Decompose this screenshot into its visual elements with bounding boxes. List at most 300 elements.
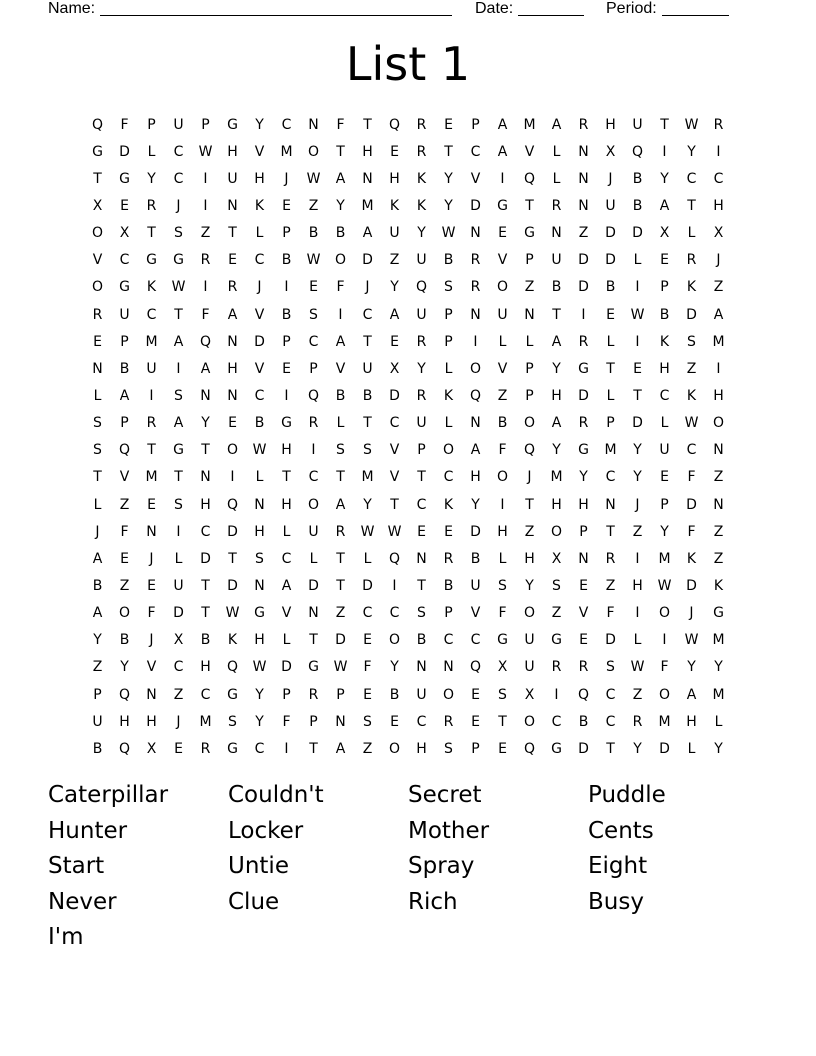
grid-letter: O (550, 523, 563, 540)
grid-letter: G (92, 143, 103, 160)
grid-letter: E (471, 713, 480, 730)
grid-letter: S (93, 442, 102, 459)
grid-letter: V (335, 360, 346, 377)
grid-letter: C (686, 170, 697, 187)
grid-letter: T (336, 143, 345, 160)
grid-letter: E (579, 577, 588, 594)
grid-letter: W (630, 659, 645, 676)
grid-letter: Z (389, 252, 400, 269)
grid-letter: T (660, 116, 669, 133)
grid-letter: F (120, 116, 129, 133)
grid-letter: V (578, 605, 589, 622)
grid-letter: G (551, 740, 562, 757)
grid-letter: Y (255, 686, 264, 703)
grid-letter: N (605, 496, 616, 513)
grid-letter: L (660, 415, 669, 432)
grid-letter: N (470, 415, 481, 432)
grid-letter: N (443, 659, 454, 676)
grid-letter: R (443, 713, 454, 730)
grid-letter: Q (415, 279, 428, 296)
grid-letter: J (635, 496, 640, 513)
grid-letter: Z (362, 740, 373, 757)
grid-letter: O (523, 605, 536, 622)
grid-letter: L (147, 143, 156, 160)
grid-letter: K (686, 550, 697, 567)
grid-letter: G (281, 415, 292, 432)
grid-letter: X (497, 659, 508, 676)
grid-letter: F (498, 605, 507, 622)
word-list-item: Couldn't (228, 782, 324, 808)
grid-letter: C (308, 333, 319, 350)
grid-letter: D (605, 225, 616, 242)
word-list-item: Spray (408, 853, 475, 880)
grid-letter: Z (335, 605, 346, 622)
grid-letter: B (281, 306, 292, 323)
grid-letter: Q (388, 116, 401, 133)
grid-letter: Q (388, 550, 401, 567)
grid-letter: T (147, 225, 156, 242)
grid-letter: T (390, 496, 399, 513)
grid-letter: H (497, 523, 508, 540)
grid-letter: O (523, 415, 536, 432)
grid-letter: X (119, 225, 130, 242)
grid-letter: R (443, 550, 454, 567)
grid-letter: V (389, 469, 400, 486)
grid-letter: K (146, 279, 157, 296)
grid-letter: G (497, 197, 508, 214)
grid-letter: P (417, 442, 426, 459)
grid-letter: R (578, 116, 589, 133)
grid-letter: Q (469, 387, 482, 404)
grid-letter: H (281, 442, 292, 459)
grid-letter: U (416, 415, 427, 432)
grid-letter: I (338, 306, 343, 323)
word-list-item: Puddle (588, 782, 666, 808)
grid-letter: B (281, 252, 292, 269)
grid-letter: D (227, 523, 238, 540)
grid-letter: R (578, 659, 589, 676)
grid-letter: P (120, 333, 129, 350)
grid-letter: S (444, 740, 453, 757)
grid-letter: E (228, 252, 237, 269)
grid-letter: I (662, 143, 667, 160)
grid-letter: I (500, 496, 505, 513)
grid-letter: S (93, 415, 102, 432)
grid-letter: Y (525, 577, 534, 594)
grid-letter: T (444, 143, 453, 160)
grid-letter: K (659, 333, 670, 350)
grid-letter: Z (308, 197, 319, 214)
grid-letter: D (578, 279, 589, 296)
grid-letter: G (578, 442, 589, 459)
grid-letter: R (416, 333, 427, 350)
grid-letter: N (578, 143, 589, 160)
word-list-item: Locker (228, 817, 304, 844)
grid-letter: Z (713, 279, 724, 296)
grid-letter: A (92, 550, 103, 567)
grid-letter: X (92, 197, 103, 214)
grid-letter: K (227, 632, 238, 649)
grid-letter: D (686, 306, 697, 323)
grid-letter: Y (255, 116, 264, 133)
grid-letter: B (362, 387, 373, 404)
grid-letter: R (146, 415, 157, 432)
grid-letter: T (363, 415, 372, 432)
grid-letter: A (119, 387, 130, 404)
grid-letter: D (362, 577, 373, 594)
grid-letter: M (361, 197, 374, 214)
grid-letter: C (389, 415, 400, 432)
grid-letter: V (524, 143, 535, 160)
grid-letter: E (309, 279, 318, 296)
grid-letter: U (632, 116, 643, 133)
grid-letter: E (444, 523, 453, 540)
grid-letter: F (498, 442, 507, 459)
grid-letter: P (309, 360, 318, 377)
grid-letter: T (633, 387, 642, 404)
grid-letter: Y (633, 442, 642, 459)
grid-letter: L (552, 143, 561, 160)
grid-letter: J (149, 632, 154, 649)
grid-letter: X (173, 632, 184, 649)
grid-letter: J (716, 252, 721, 269)
grid-letter: C (686, 442, 697, 459)
grid-letter: N (308, 116, 319, 133)
grid-letter: R (227, 279, 238, 296)
grid-letter: Q (91, 116, 104, 133)
grid-letter: P (579, 523, 588, 540)
grid-letter: B (443, 577, 454, 594)
grid-letter: P (525, 360, 534, 377)
grid-letter: C (416, 496, 427, 513)
grid-letter: G (551, 632, 562, 649)
grid-letter: E (471, 686, 480, 703)
grid-letter: O (307, 143, 320, 160)
grid-letter: A (659, 197, 670, 214)
grid-letter: N (362, 170, 373, 187)
grid-letter: I (311, 442, 316, 459)
grid-letter: S (336, 442, 345, 459)
name-field[interactable] (48, 0, 452, 18)
grid-letter: M (712, 333, 725, 350)
grid-letter: Q (226, 659, 239, 676)
grid-letter: W (441, 225, 456, 242)
grid-letter: A (173, 415, 184, 432)
grid-letter: I (284, 279, 289, 296)
grid-letter: I (284, 387, 289, 404)
grid-letter: P (120, 415, 129, 432)
grid-letter: S (174, 496, 183, 513)
grid-letter: I (500, 170, 505, 187)
grid-letter: D (308, 577, 319, 594)
grid-letter: Y (201, 415, 210, 432)
grid-letter: C (281, 116, 292, 133)
date-field[interactable] (475, 0, 584, 18)
grid-letter: P (309, 713, 318, 730)
grid-letter: N (254, 496, 265, 513)
grid-letter: H (713, 387, 724, 404)
grid-letter: X (605, 143, 616, 160)
grid-letter: T (498, 713, 507, 730)
grid-letter: Y (444, 197, 453, 214)
grid-letter: G (308, 659, 319, 676)
grid-letter: U (416, 252, 427, 269)
grid-letter: I (149, 387, 154, 404)
grid-letter: W (657, 577, 672, 594)
grid-letter: L (606, 387, 615, 404)
grid-letter: D (335, 632, 346, 649)
grid-letter: W (225, 605, 240, 622)
grid-letter: N (308, 605, 319, 622)
grid-letter: P (525, 387, 534, 404)
grid-letter: Z (200, 225, 211, 242)
grid-letter: P (606, 415, 615, 432)
grid-letter: B (497, 415, 508, 432)
grid-letter: R (416, 116, 427, 133)
grid-letter: U (146, 360, 157, 377)
grid-letter: R (713, 116, 724, 133)
grid-letter: J (95, 523, 100, 540)
grid-letter: L (255, 225, 264, 242)
grid-letter: D (686, 577, 697, 594)
grid-letter: Q (631, 143, 644, 160)
grid-letter: C (470, 632, 481, 649)
grid-letter: P (282, 333, 291, 350)
grid-letter: U (497, 306, 508, 323)
grid-letter: O (712, 415, 725, 432)
grid-letter: P (282, 686, 291, 703)
grid-letter: E (228, 415, 237, 432)
grid-letter: K (443, 496, 454, 513)
grid-letter: M (280, 143, 293, 160)
grid-letter: F (687, 523, 696, 540)
grid-letter: P (660, 496, 669, 513)
grid-letter: G (254, 605, 265, 622)
grid-letter: Z (524, 279, 535, 296)
grid-letter: N (524, 306, 535, 323)
grid-letter: C (362, 306, 373, 323)
grid-letter: Y (147, 170, 156, 187)
grid-letter: B (416, 632, 427, 649)
grid-letter: Y (417, 360, 426, 377)
grid-letter: O (226, 442, 239, 459)
grid-letter: A (470, 442, 481, 459)
grid-letter: A (335, 333, 346, 350)
grid-letter: A (335, 496, 346, 513)
grid-letter: W (333, 659, 348, 676)
grid-letter: I (176, 360, 181, 377)
grid-letter: F (687, 469, 696, 486)
grid-letter: H (200, 659, 211, 676)
grid-letter: N (713, 496, 724, 513)
grid-letter: G (119, 279, 130, 296)
grid-letter: Z (632, 523, 643, 540)
grid-letter: V (92, 252, 103, 269)
grid-letter: H (119, 713, 130, 730)
grid-letter: D (470, 523, 481, 540)
grid-letter: D (119, 143, 130, 160)
grid-letter: P (444, 306, 453, 323)
grid-letter: Y (660, 523, 669, 540)
grid-letter: H (389, 170, 400, 187)
grid-letter: K (713, 577, 724, 594)
grid-letter: Q (469, 659, 482, 676)
grid-letter: R (308, 686, 319, 703)
grid-letter: T (93, 469, 102, 486)
grid-letter: E (174, 740, 183, 757)
grid-letter: O (388, 632, 401, 649)
grid-letter: A (551, 116, 562, 133)
grid-letter: B (200, 632, 211, 649)
grid-letter: O (442, 442, 455, 459)
grid-letter: G (227, 740, 238, 757)
grid-letter: T (363, 116, 372, 133)
grid-letter: T (174, 306, 183, 323)
word-list-item: Secret (408, 782, 482, 808)
grid-letter: T (201, 577, 210, 594)
grid-letter: C (659, 387, 670, 404)
grid-letter: G (119, 170, 130, 187)
grid-letter: R (551, 659, 562, 676)
grid-letter: B (605, 279, 616, 296)
grid-letter: L (687, 225, 696, 242)
grid-letter: S (174, 225, 183, 242)
grid-letter: L (255, 469, 264, 486)
word-list-item: Eight (588, 853, 648, 880)
word-list-item: Mother (408, 817, 490, 844)
grid-letter: P (201, 116, 210, 133)
grid-letter: Q (523, 170, 536, 187)
grid-letter: D (173, 605, 184, 622)
grid-letter: F (336, 116, 345, 133)
grid-letter: C (173, 143, 184, 160)
grid-letter: N (713, 442, 724, 459)
grid-letter: T (417, 577, 426, 594)
grid-letter: R (146, 197, 157, 214)
word-list-item: Clue (228, 888, 280, 915)
grid-letter: C (416, 713, 427, 730)
grid-letter: T (525, 496, 534, 513)
grid-letter: R (470, 252, 481, 269)
grid-letter: L (714, 713, 723, 730)
grid-letter: L (444, 415, 453, 432)
grid-letter: T (309, 632, 318, 649)
grid-letter: C (146, 306, 157, 323)
grid-letter: L (93, 387, 102, 404)
grid-letter: M (550, 469, 563, 486)
grid-letter: D (254, 333, 265, 350)
grid-letter: Y (363, 496, 372, 513)
grid-letter: Z (119, 577, 130, 594)
period-label: Period: (606, 0, 657, 17)
grid-letter: N (416, 550, 427, 567)
grid-letter: I (635, 605, 640, 622)
grid-letter: X (389, 360, 400, 377)
grid-letter: D (686, 496, 697, 513)
grid-letter: G (227, 116, 238, 133)
grid-letter: W (198, 143, 213, 160)
grid-letter: Y (714, 659, 723, 676)
grid-letter: H (686, 713, 697, 730)
grid-letter: D (470, 197, 481, 214)
grid-letter: N (146, 523, 157, 540)
grid-letter: M (712, 686, 725, 703)
date-blank[interactable] (518, 0, 584, 16)
grid-letter: J (527, 469, 532, 486)
grid-letter: I (473, 333, 478, 350)
grid-letter: N (416, 659, 427, 676)
grid-letter: H (227, 360, 238, 377)
grid-letter: Q (118, 686, 131, 703)
grid-letter: T (336, 550, 345, 567)
grid-letter: X (551, 550, 562, 567)
grid-letter: C (443, 469, 454, 486)
name-blank[interactable] (100, 0, 452, 16)
grid-letter: A (335, 740, 346, 757)
grid-letter: A (497, 116, 508, 133)
grid-letter: K (254, 197, 265, 214)
grid-letter: Y (687, 659, 696, 676)
grid-letter: H (416, 740, 427, 757)
grid-letter: U (605, 197, 616, 214)
word-list (48, 778, 768, 956)
grid-letter: W (684, 415, 699, 432)
grid-letter: U (119, 306, 130, 323)
grid-letter: Z (119, 496, 130, 513)
grid-letter: C (200, 523, 211, 540)
grid-letter: Q (307, 387, 320, 404)
word-list-item: Cents (588, 817, 654, 844)
grid-letter: M (361, 469, 374, 486)
letter-grid (84, 111, 732, 762)
grid-letter: V (281, 605, 292, 622)
grid-letter: B (632, 197, 643, 214)
grid-letter: Z (551, 605, 562, 622)
grid-letter: P (444, 333, 453, 350)
grid-letter: N (578, 170, 589, 187)
period-blank[interactable] (662, 0, 729, 16)
grid-letter: S (255, 550, 264, 567)
grid-letter: C (173, 659, 184, 676)
grid-letter: I (176, 523, 181, 540)
grid-letter: H (254, 632, 265, 649)
grid-letter: T (606, 740, 615, 757)
grid-letter: C (443, 632, 454, 649)
grid-letter: B (335, 387, 346, 404)
grid-letter: F (606, 605, 615, 622)
grid-letter: S (309, 306, 318, 323)
grid-letter: D (227, 577, 238, 594)
grid-letter: Y (471, 496, 480, 513)
grid-letter: R (200, 740, 211, 757)
grid-letter: D (578, 387, 589, 404)
period-field[interactable] (606, 0, 729, 18)
grid-letter: C (200, 686, 211, 703)
grid-letter: E (120, 197, 129, 214)
grid-letter: M (604, 442, 617, 459)
grid-letter: M (199, 713, 212, 730)
grid-letter: R (551, 197, 562, 214)
grid-letter: Y (417, 225, 426, 242)
grid-letter: F (660, 659, 669, 676)
grid-letter: I (581, 306, 586, 323)
word-list-item: Busy (588, 888, 644, 915)
grid-letter: U (416, 686, 427, 703)
grid-letter: H (524, 550, 535, 567)
grid-letter: U (524, 659, 535, 676)
grid-letter: Z (713, 550, 724, 567)
grid-letter: V (254, 306, 265, 323)
